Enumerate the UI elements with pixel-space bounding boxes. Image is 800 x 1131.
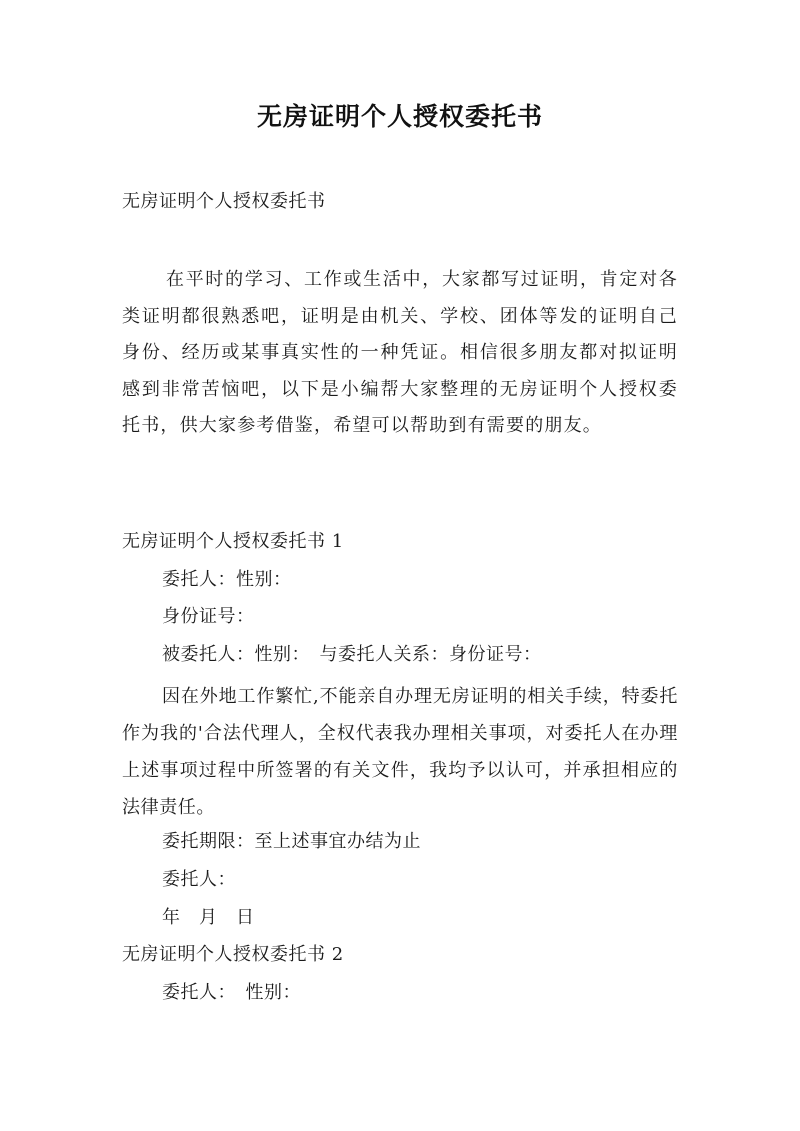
section1-term-line: 委托期限：至上述事宜办结为止: [162, 831, 421, 852]
section1-heading: 无房证明个人授权委托书 1: [122, 531, 344, 552]
document-subtitle: 无房证明个人授权委托书: [122, 191, 326, 212]
section1-date-line: 年 月 日: [162, 907, 255, 928]
section2-principal-line: 委托人： 性别：: [162, 982, 301, 1003]
document-title: 无房证明个人授权委托书: [256, 102, 543, 131]
section1-agent-line: 被委托人：性别： 与委托人关系：身份证号：: [162, 644, 542, 665]
section1-principal-line: 委托人：性别：: [162, 569, 292, 590]
intro-paragraph: 在平时的学习、工作或生活中，大家都写过证明，肯定对各类证明都很熟悉吧，证明是由机关、学校、团体等发的证明自己身份、经历或某事真实性的一种凭证。相信很多朋友都对拟证明感到非常苦恼吧，以下是小编帮大家整理的无房证明个人授权委托书，供大家参考借鉴，希望可以帮助到有需要的朋友。: [122, 269, 678, 436]
section1-body-paragraph: 因在外地工作繁忙,不能亲自办理无房证明的相关手续，特委托作为我的'合法代理人，全权代表我办理相关事项，对委托人在办理上述事项过程中所签署的有关文件，我均予以认可，并承担相应的法律责任。: [122, 686, 678, 818]
section1-signature-line: 委托人：: [162, 869, 236, 890]
section1-id-line: 身份证号：: [162, 606, 255, 627]
section2-heading: 无房证明个人授权委托书 2: [122, 944, 344, 965]
